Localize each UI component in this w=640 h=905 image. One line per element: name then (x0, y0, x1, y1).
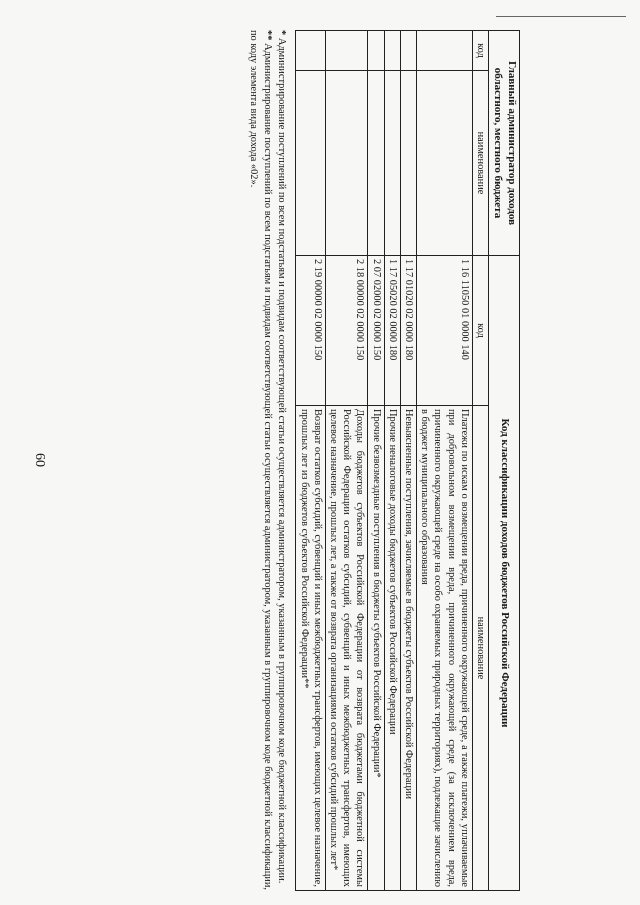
top-rule (496, 16, 626, 17)
col-header-kod2: код (472, 256, 488, 406)
table-row (384, 31, 400, 891)
col-header-admin-name: наименование (472, 71, 488, 256)
col-header-kod: код (472, 31, 488, 71)
revenue-name-cell: Платежи по искам о возмещении вреда, причиненного окружающей среде, а также платежи, уплачиваемые при добровольном возмещении вреда, причиненного окружающей среде (за исключением вреда, причиненного окружающей среде на особо охраняемых природных территориях), подлежащие зачислению в бюджет муниципального образования (417, 406, 473, 891)
revenue-name-cell: Возврат остатков субсидий, субвенций и иных межбюджетных трансфертов, имеющих целевое назначение, прошлых лет из бюджетов субъектов Российской Федерации** (296, 406, 325, 891)
table-row (325, 31, 368, 891)
admin-code-cell (368, 31, 384, 71)
admin-code-cell (296, 31, 325, 71)
footnote-text: Администрирование поступлений по всем подстатьям и подвидам соответствующей статьи осуществляется администратором, указанным в группировочном коде бюджетной классификации. (276, 37, 288, 884)
revenue-code-cell: 2 19 00000 02 0000 150 (296, 256, 325, 406)
revenue-name-cell: Прочие безвозмездные поступления в бюджеты субъектов Российской Федерации* (368, 406, 384, 891)
footnote-mark: ** (262, 30, 274, 41)
revenue-code-cell: 2 07 02000 02 0000 150 (368, 256, 384, 406)
admin-name-cell (325, 71, 368, 256)
footnote-mark: * (276, 30, 288, 36)
admin-name-cell (384, 71, 400, 256)
revenue-code-cell: 1 17 05020 02 0000 180 (384, 256, 400, 406)
rotated-page-content (40, 30, 520, 890)
footnote (246, 30, 274, 890)
revenue-name-cell: Доходы бюджетов субъектов Российской Федерации от возврата бюджетами бюджетной системы Российской Федерации остатков субсидий, субвенций и иных межбюджетных трансфертов, имеющих целевое назначение, прошлых лет, а также от возврата организациями остатков субсидий прошлых лет* (325, 406, 368, 891)
table-row (296, 31, 325, 891)
admin-code-cell (325, 31, 368, 71)
admin-name-cell (368, 71, 384, 256)
revenue-name-cell: Невыясненные поступления, зачисляемые в бюджеты субъектов Российской Федерации (400, 406, 416, 891)
table-subheader-row (472, 31, 488, 891)
admin-name-cell (400, 71, 416, 256)
code-group-header: Код классификации доходов бюджетов Российской Федерации (489, 256, 520, 891)
page-number: 60 (32, 453, 47, 467)
revenue-code-cell: 2 18 00000 02 0000 150 (325, 256, 368, 406)
table-row (417, 31, 473, 891)
col-header-code-name: наименование (472, 406, 488, 891)
table-row (400, 31, 416, 891)
admin-group-header: Главный администратор доходов областного, местного бюджета (489, 31, 520, 256)
footnotes (246, 30, 288, 890)
footnote (274, 30, 288, 890)
table-header-row (489, 31, 520, 891)
admin-code-cell (417, 31, 473, 71)
revenue-name-cell: Прочие неналоговые доходы бюджетов субъектов Российской Федерации (384, 406, 400, 891)
revenue-code-cell: 1 17 01020 02 0000 180 (400, 256, 416, 406)
admin-name-cell (296, 71, 325, 256)
revenue-code-cell: 1 16 11050 01 0000 140 (417, 256, 473, 406)
admin-code-cell (384, 31, 400, 71)
footnote-text: Администрирование поступлений по всем подстатьям и подвидам соответствующей статьи осуществляется администратором, указанным в группировочном коде бюджетной классификации, по коду элемента вида дохода «02». (248, 30, 274, 890)
admin-code-cell (400, 31, 416, 71)
admin-name-cell (417, 71, 473, 256)
table-row (368, 31, 384, 891)
revenue-classification-table (295, 30, 520, 891)
